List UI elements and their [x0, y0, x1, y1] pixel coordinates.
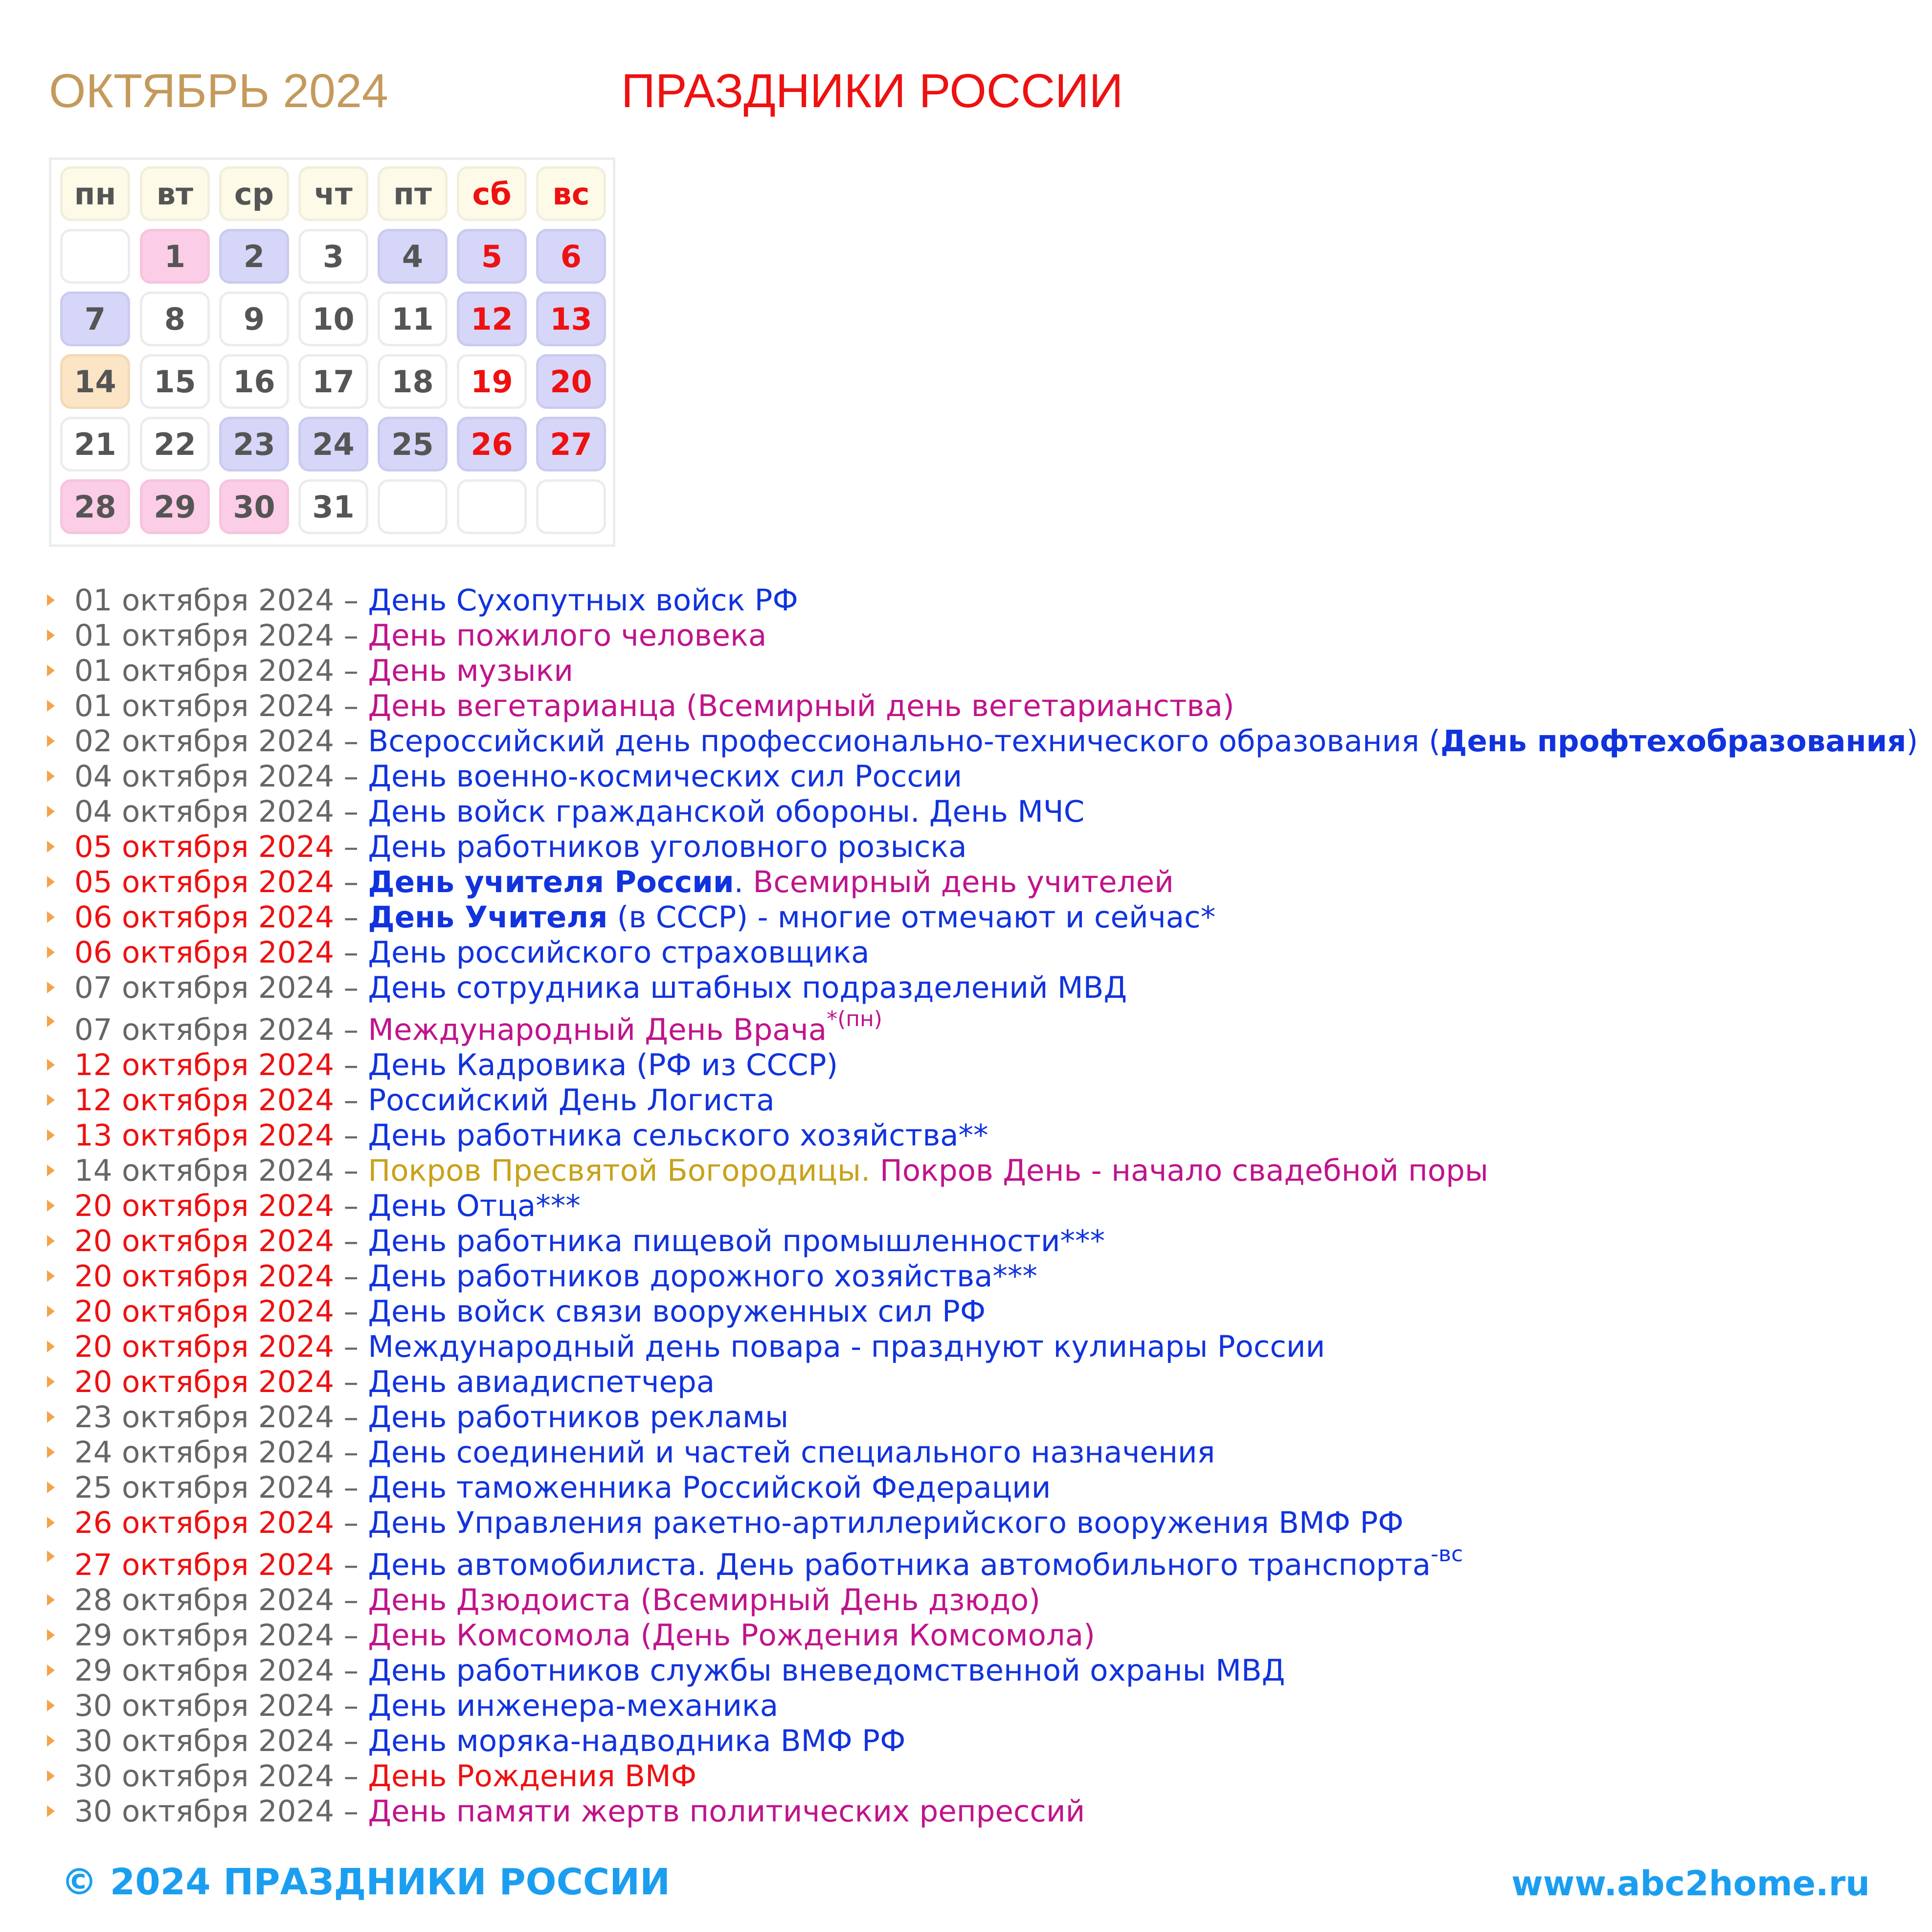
calendar-grid — [49, 157, 615, 547]
holiday-footnote-mark: -вс — [1431, 1542, 1463, 1567]
calendar-day[interactable]: 18 — [378, 354, 448, 409]
holiday-name: Международный день повара - празднуют кулинары России — [368, 1329, 1325, 1364]
holiday-item — [47, 1688, 1918, 1724]
date-separator: – — [334, 1259, 368, 1294]
holiday-name: День музыки — [368, 653, 573, 688]
calendar-day[interactable]: 24 — [298, 417, 368, 472]
date-separator: – — [334, 830, 368, 864]
date-separator: – — [334, 1505, 368, 1540]
holiday-item — [47, 1618, 1918, 1653]
calendar-day[interactable]: 9 — [219, 292, 289, 346]
bullet-arrow-icon — [47, 1305, 55, 1317]
bullet-arrow-icon — [47, 1059, 55, 1071]
holiday-date: 20 октября 2024 — [74, 1329, 335, 1364]
date-separator: – — [334, 794, 368, 829]
holiday-name: День Управления ракетно-артиллерийского вооружения ВМФ РФ — [368, 1505, 1404, 1540]
weekday-header: вт — [140, 166, 210, 221]
bullet-arrow-icon — [47, 1770, 55, 1782]
calendar-day[interactable]: 31 — [298, 479, 368, 534]
holiday-date: 12 октября 2024 — [74, 1083, 335, 1118]
bullet-arrow-icon — [47, 1270, 55, 1282]
date-separator: – — [334, 1583, 368, 1617]
date-separator: – — [334, 1294, 368, 1329]
bullet-arrow-icon — [47, 1015, 55, 1027]
weekday-header: чт — [298, 166, 368, 221]
holiday-name: Покров Пресвятой Богородицы. — [368, 1153, 880, 1188]
holiday-date: 23 октября 2024 — [74, 1400, 335, 1435]
calendar-day[interactable]: 30 — [219, 479, 289, 534]
holiday-date: 20 октября 2024 — [74, 1224, 335, 1258]
bullet-arrow-icon — [47, 1805, 55, 1817]
holiday-date: 30 октября 2024 — [74, 1794, 335, 1829]
calendar-day[interactable]: 10 — [298, 292, 368, 346]
weekday-header: пт — [378, 166, 448, 221]
holiday-name: Всемирный день учителей — [753, 865, 1174, 899]
page-title: ПРАЗДНИКИ РОССИИ — [621, 64, 1123, 117]
calendar-day[interactable]: 20 — [536, 354, 606, 409]
bullet-arrow-icon — [47, 1094, 55, 1106]
holiday-name: День работника сельского хозяйства** — [368, 1118, 988, 1153]
date-separator: – — [334, 1048, 368, 1082]
holiday-item — [47, 1653, 1918, 1688]
holiday-item — [47, 724, 1918, 759]
holiday-item — [47, 1259, 1918, 1294]
holiday-name: День Сухопутных войск РФ — [368, 583, 798, 618]
date-separator: – — [334, 1470, 368, 1505]
holiday-item — [47, 618, 1918, 653]
calendar-day[interactable]: 13 — [536, 292, 606, 346]
date-separator: – — [334, 900, 368, 935]
holiday-name: День Комсомола (День Рождения Комсомола) — [368, 1618, 1095, 1653]
date-separator: – — [334, 1688, 368, 1723]
holiday-item — [47, 830, 1918, 865]
holiday-date: 29 октября 2024 — [74, 1653, 335, 1688]
holiday-date: 20 октября 2024 — [74, 1189, 335, 1223]
holiday-name: Покров День - начало свадебной поры — [879, 1153, 1488, 1188]
holiday-name: День профтехобразования — [1440, 724, 1907, 759]
holiday-name: День пожилого человека — [368, 618, 767, 653]
weekday-header: пн — [60, 166, 130, 221]
bullet-arrow-icon — [47, 700, 55, 712]
bullet-arrow-icon — [47, 594, 55, 606]
holiday-name: День военно-космических сил России — [368, 759, 963, 794]
date-separator: – — [334, 618, 368, 653]
bullet-arrow-icon — [47, 665, 55, 676]
date-separator: – — [334, 865, 368, 899]
date-separator: – — [334, 1329, 368, 1364]
holiday-item — [47, 1153, 1918, 1189]
holiday-date: 01 октября 2024 — [74, 618, 335, 653]
calendar-empty-cell — [457, 479, 527, 534]
holiday-date: 07 октября 2024 — [74, 1012, 335, 1047]
holiday-date: 04 октября 2024 — [74, 759, 335, 794]
holiday-item — [47, 1794, 1918, 1829]
holiday-item — [47, 1505, 1918, 1541]
bullet-arrow-icon — [47, 806, 55, 817]
holiday-name: День автомобилиста. День работника автомобильного транспорта — [368, 1548, 1431, 1582]
bullet-arrow-icon — [47, 629, 55, 641]
holiday-item — [47, 1435, 1918, 1470]
holiday-date: 20 октября 2024 — [74, 1259, 335, 1294]
calendar-day[interactable]: 11 — [378, 292, 448, 346]
calendar-day[interactable]: 25 — [378, 417, 448, 472]
holiday-date: 06 октября 2024 — [74, 900, 335, 935]
holiday-item — [47, 900, 1918, 935]
bullet-arrow-icon — [47, 1165, 55, 1176]
holiday-name: День работников уголовного розыска — [368, 830, 967, 864]
bullet-arrow-icon — [47, 1700, 55, 1711]
calendar-day[interactable]: 21 — [60, 417, 130, 472]
holiday-item — [47, 1006, 1918, 1048]
holiday-date: 07 октября 2024 — [74, 970, 335, 1005]
holiday-item — [47, 1583, 1918, 1618]
date-separator: – — [334, 1724, 368, 1758]
holiday-name: . — [734, 865, 753, 899]
calendar-day[interactable]: 19 — [457, 354, 527, 409]
date-separator: – — [334, 724, 368, 759]
holiday-item — [47, 1365, 1918, 1400]
holiday-name: День работника пищевой промышленности*** — [368, 1224, 1105, 1258]
copyright-text: © 2024 ПРАЗДНИКИ РОССИИ — [61, 1861, 671, 1903]
holiday-item — [47, 583, 1918, 618]
holiday-date: 02 октября 2024 — [74, 724, 335, 759]
holiday-item — [47, 759, 1918, 794]
holiday-name: День Учителя — [368, 900, 608, 935]
bullet-arrow-icon — [47, 1482, 55, 1493]
calendar-day[interactable]: 4 — [378, 229, 448, 284]
holiday-item — [47, 865, 1918, 900]
holiday-date: 04 октября 2024 — [74, 794, 335, 829]
holiday-name: День моряка-надводника ВМФ РФ — [368, 1724, 906, 1758]
date-separator: – — [334, 1083, 368, 1118]
calendar-day[interactable]: 22 — [140, 417, 210, 472]
calendar-day[interactable]: 16 — [219, 354, 289, 409]
bullet-arrow-icon — [47, 841, 55, 853]
holiday-date: 30 октября 2024 — [74, 1724, 335, 1758]
holiday-date: 25 октября 2024 — [74, 1470, 335, 1505]
bullet-arrow-icon — [47, 770, 55, 782]
date-separator: – — [334, 1435, 368, 1470]
calendar-day[interactable]: 23 — [219, 417, 289, 472]
holiday-name: День Отца*** — [368, 1189, 581, 1223]
holiday-date: 06 октября 2024 — [74, 935, 335, 970]
bullet-arrow-icon — [47, 1411, 55, 1423]
holiday-item — [47, 1224, 1918, 1259]
holiday-name: День учителя России — [368, 865, 734, 899]
bullet-arrow-icon — [47, 1129, 55, 1141]
holiday-name: День войск гражданской обороны. День МЧС — [368, 794, 1085, 829]
holiday-name: Международный День Врача — [368, 1012, 827, 1047]
holiday-date: 24 октября 2024 — [74, 1435, 335, 1470]
date-separator: – — [334, 653, 368, 688]
bullet-arrow-icon — [47, 1629, 55, 1641]
date-separator: – — [334, 1759, 368, 1794]
calendar-day[interactable]: 27 — [536, 417, 606, 472]
holiday-item — [47, 1083, 1918, 1118]
bullet-arrow-icon — [47, 735, 55, 747]
bullet-arrow-icon — [47, 1550, 55, 1562]
holiday-item — [47, 1189, 1918, 1224]
holiday-footnote-mark: *(пн) — [827, 1007, 882, 1032]
holiday-item — [47, 1724, 1918, 1759]
holiday-name: День войск связи вооруженных сил РФ — [368, 1294, 986, 1329]
holiday-date: 05 октября 2024 — [74, 830, 335, 864]
bullet-arrow-icon — [47, 1735, 55, 1747]
holiday-name: День вегетарианца (Всемирный день вегетарианства) — [368, 689, 1235, 723]
weekday-header: вс — [536, 166, 606, 221]
month-title: ОКТЯБРЬ 2024 — [49, 64, 388, 117]
calendar-empty-cell — [378, 479, 448, 534]
holiday-date: 26 октября 2024 — [74, 1505, 335, 1540]
holiday-name: Российский День Логиста — [368, 1083, 775, 1118]
holiday-date: 01 октября 2024 — [74, 583, 335, 618]
calendar-empty-cell — [60, 229, 130, 284]
date-separator: – — [334, 1118, 368, 1153]
calendar-day[interactable]: 26 — [457, 417, 527, 472]
holiday-name: День Рождения ВМФ — [368, 1759, 697, 1794]
holiday-date: 13 октября 2024 — [74, 1118, 335, 1153]
holiday-date: 27 октября 2024 — [74, 1548, 335, 1582]
bullet-arrow-icon — [47, 946, 55, 958]
calendar-day[interactable]: 29 — [140, 479, 210, 534]
holiday-name: День Кадровика (РФ из СССР) — [368, 1048, 838, 1082]
holiday-name: День памяти жертв политических репрессий — [368, 1794, 1085, 1829]
holiday-date: 01 октября 2024 — [74, 689, 335, 723]
date-separator: – — [334, 1012, 368, 1047]
holiday-name: День работников службы вневедомственной охраны МВД — [368, 1653, 1285, 1688]
holiday-name: День инженера-механика — [368, 1688, 779, 1723]
holiday-item — [47, 1329, 1918, 1365]
holiday-date: 30 октября 2024 — [74, 1759, 335, 1794]
holiday-name: Всероссийский день профессионально-технического образования ( — [368, 724, 1440, 759]
holiday-item — [47, 1470, 1918, 1505]
holiday-name: День авиадиспетчера — [368, 1365, 715, 1399]
calendar-day[interactable]: 8 — [140, 292, 210, 346]
holiday-date: 29 октября 2024 — [74, 1618, 335, 1653]
calendar-day[interactable]: 14 — [60, 354, 130, 409]
date-separator: – — [334, 1365, 368, 1399]
holiday-name: (в СССР) - многие отмечают и сейчас* — [607, 900, 1216, 935]
calendar-day[interactable]: 3 — [298, 229, 368, 284]
bullet-arrow-icon — [47, 1200, 55, 1212]
holiday-name: День соединений и частей специального назначения — [368, 1435, 1215, 1470]
holiday-name: День российского страховщика — [368, 935, 870, 970]
calendar-day[interactable]: 1 — [140, 229, 210, 284]
holiday-item — [47, 1759, 1918, 1794]
bullet-arrow-icon — [47, 1664, 55, 1676]
holiday-name: День сотрудника штабных подразделений МВД — [368, 970, 1127, 1005]
holiday-name: ) — [1906, 724, 1918, 759]
calendar-day[interactable]: 28 — [60, 479, 130, 534]
holiday-item — [47, 970, 1918, 1006]
holiday-item — [47, 653, 1918, 689]
holiday-item — [47, 689, 1918, 724]
holiday-item — [47, 1294, 1918, 1329]
date-separator: – — [334, 970, 368, 1005]
holiday-date: 30 октября 2024 — [74, 1688, 335, 1723]
bullet-arrow-icon — [47, 1376, 55, 1388]
date-separator: – — [334, 1618, 368, 1653]
holiday-date: 28 октября 2024 — [74, 1583, 335, 1617]
holiday-date: 12 октября 2024 — [74, 1048, 335, 1082]
holiday-date: 20 октября 2024 — [74, 1294, 335, 1329]
weekday-header: ср — [219, 166, 289, 221]
holiday-date: 20 октября 2024 — [74, 1365, 335, 1399]
bullet-arrow-icon — [47, 1594, 55, 1606]
calendar-day[interactable]: 2 — [219, 229, 289, 284]
holiday-item — [47, 1541, 1918, 1583]
date-separator: – — [334, 759, 368, 794]
bullet-arrow-icon — [47, 911, 55, 923]
calendar-day[interactable]: 6 — [536, 229, 606, 284]
calendar-day[interactable]: 7 — [60, 292, 130, 346]
date-separator: – — [334, 1794, 368, 1829]
bullet-arrow-icon — [47, 1446, 55, 1458]
holiday-item — [47, 1118, 1918, 1153]
holiday-date: 05 октября 2024 — [74, 865, 335, 899]
bullet-arrow-icon — [47, 1517, 55, 1528]
holiday-list — [47, 583, 1918, 1829]
date-separator: – — [334, 1548, 368, 1582]
holiday-item — [47, 794, 1918, 830]
date-separator: – — [334, 1653, 368, 1688]
holiday-item — [47, 935, 1918, 970]
bullet-arrow-icon — [47, 982, 55, 993]
calendar-day[interactable]: 15 — [140, 354, 210, 409]
date-separator: – — [334, 583, 368, 618]
date-separator: – — [334, 689, 368, 723]
date-separator: – — [334, 1189, 368, 1223]
weekday-header: сб — [457, 166, 527, 221]
holiday-date: 14 октября 2024 — [74, 1153, 335, 1188]
site-url-link[interactable]: www.abc2home.ru — [1511, 1864, 1870, 1904]
holiday-item — [47, 1048, 1918, 1083]
holiday-name: День Дзюдоиста (Всемирный День дзюдо) — [368, 1583, 1041, 1617]
bullet-arrow-icon — [47, 876, 55, 888]
holiday-item — [47, 1400, 1918, 1435]
holiday-name: День работников рекламы — [368, 1400, 789, 1435]
holiday-name: День таможенника Российской Федерации — [368, 1470, 1051, 1505]
date-separator: – — [334, 1153, 368, 1188]
date-separator: – — [334, 1400, 368, 1435]
calendar-day[interactable]: 5 — [457, 229, 527, 284]
holiday-name: День работников дорожного хозяйства*** — [368, 1259, 1037, 1294]
holiday-date: 01 октября 2024 — [74, 653, 335, 688]
calendar-empty-cell — [536, 479, 606, 534]
bullet-arrow-icon — [47, 1235, 55, 1247]
date-separator: – — [334, 1224, 368, 1258]
calendar-day[interactable]: 17 — [298, 354, 368, 409]
bullet-arrow-icon — [47, 1341, 55, 1352]
date-separator: – — [334, 935, 368, 970]
calendar-day[interactable]: 12 — [457, 292, 527, 346]
